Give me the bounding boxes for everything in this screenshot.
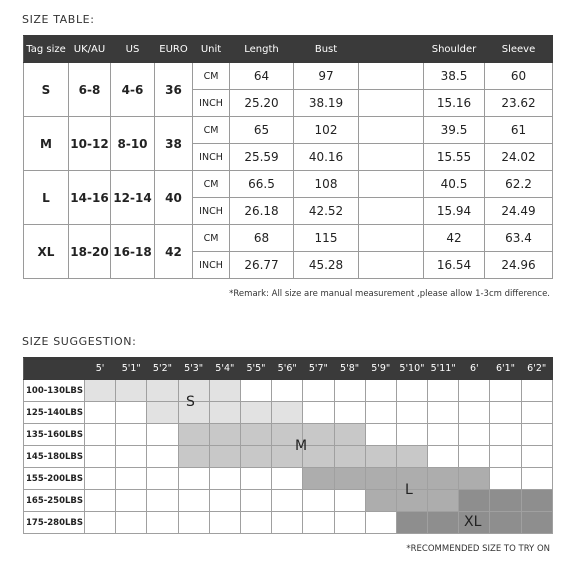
size-grid-cell <box>334 490 365 512</box>
height-header-cell: 5'7" <box>303 358 334 380</box>
size-grid-cell <box>85 380 116 402</box>
measurement-bust-cell: 45.28 <box>294 252 359 279</box>
size-grid-cell <box>209 380 240 402</box>
measurement-bust-cell: 102 <box>294 117 359 144</box>
unit-cell: CM <box>193 171 230 198</box>
size-table <box>23 35 553 279</box>
size-grid-cell <box>147 380 178 402</box>
size-grid-cell <box>521 446 552 468</box>
size-header-cell: Bust <box>294 36 359 63</box>
measurement-blank-cell <box>359 252 424 279</box>
size-grid-cell <box>490 468 521 490</box>
size-header-cell <box>359 36 424 63</box>
measurement-shoulder-cell: 15.94 <box>424 198 485 225</box>
measurement-shoulder-cell: 16.54 <box>424 252 485 279</box>
size-zone-l-label: L <box>405 482 413 498</box>
size-grid-cell <box>490 380 521 402</box>
size-grid-cell <box>334 380 365 402</box>
measurement-bust-cell: 40.16 <box>294 144 359 171</box>
size-grid-cell <box>178 446 209 468</box>
size-grid-cell <box>334 446 365 468</box>
size-suggestion-title: SIZE SUGGESTION: <box>22 335 137 348</box>
size-grid-cell <box>240 446 271 468</box>
size-tag-cell: M <box>24 117 69 171</box>
height-header-cell: 5'4" <box>209 358 240 380</box>
measurement-length-cell: 25.59 <box>230 144 294 171</box>
weight-row <box>24 402 553 424</box>
measurement-shoulder-cell: 38.5 <box>424 63 485 90</box>
height-header-cell: 5'11" <box>428 358 459 380</box>
measurement-sleeve-cell: 60 <box>485 63 553 90</box>
size-uk-cell: 18-20 <box>69 225 111 279</box>
size-zone-s-label: S <box>186 394 195 410</box>
height-header-cell: 5'6" <box>272 358 303 380</box>
size-grid-cell <box>272 468 303 490</box>
weight-row <box>24 490 553 512</box>
size-tag-cell: XL <box>24 225 69 279</box>
size-grid-cell <box>365 402 396 424</box>
size-grid-cell <box>459 402 490 424</box>
size-grid-cell <box>303 446 334 468</box>
unit-cell: CM <box>193 117 230 144</box>
size-grid-cell <box>209 402 240 424</box>
measurement-blank-cell <box>359 225 424 252</box>
height-header-cell: 5'2" <box>147 358 178 380</box>
size-grid-cell <box>85 512 116 534</box>
size-row <box>24 225 553 252</box>
size-grid-cell <box>334 468 365 490</box>
size-grid-cell <box>365 424 396 446</box>
size-uk-cell: 10-12 <box>69 117 111 171</box>
size-grid-cell <box>365 446 396 468</box>
measurement-sleeve-cell: 23.62 <box>485 90 553 117</box>
size-us-cell: 16-18 <box>111 225 155 279</box>
size-grid-cell <box>116 512 147 534</box>
size-grid-cell <box>116 490 147 512</box>
size-grid-cell <box>240 402 271 424</box>
measurement-sleeve-cell: 24.02 <box>485 144 553 171</box>
size-tag-cell: S <box>24 63 69 117</box>
measurement-shoulder-cell: 40.5 <box>424 171 485 198</box>
size-grid-cell <box>209 468 240 490</box>
size-zone-m-label: M <box>295 438 308 454</box>
size-us-cell: 4-6 <box>111 63 155 117</box>
height-header-cell: 6'2" <box>521 358 552 380</box>
size-grid-cell <box>303 490 334 512</box>
unit-cell: CM <box>193 63 230 90</box>
weight-label-cell: 165-250LBS <box>24 490 85 512</box>
weight-label-cell: 155-200LBS <box>24 468 85 490</box>
grid-corner-cell <box>24 358 85 380</box>
size-grid-cell <box>303 402 334 424</box>
measurement-shoulder-cell: 42 <box>424 225 485 252</box>
unit-cell: INCH <box>193 198 230 225</box>
measurement-blank-cell <box>359 171 424 198</box>
size-header-cell: UK/AU <box>69 36 111 63</box>
size-header-cell: Unit <box>193 36 230 63</box>
size-grid-cell <box>303 424 334 446</box>
size-grid-cell <box>459 424 490 446</box>
size-grid-cell <box>459 490 490 512</box>
size-grid-cell <box>85 468 116 490</box>
size-grid-cell <box>428 446 459 468</box>
measurement-sleeve-cell: 61 <box>485 117 553 144</box>
size-grid-cell <box>521 380 552 402</box>
size-grid-cell <box>116 446 147 468</box>
measurement-sleeve-cell: 62.2 <box>485 171 553 198</box>
size-grid-cell <box>365 468 396 490</box>
measurement-sleeve-cell: 24.96 <box>485 252 553 279</box>
weight-row <box>24 446 553 468</box>
size-grid-cell <box>521 512 552 534</box>
height-header-cell: 5'5" <box>240 358 271 380</box>
size-row <box>24 117 553 144</box>
weight-label-cell: 135-160LBS <box>24 424 85 446</box>
size-grid-cell <box>396 512 427 534</box>
size-grid-cell <box>178 424 209 446</box>
height-header-row <box>24 358 553 380</box>
size-grid-cell <box>272 380 303 402</box>
size-grid-cell <box>428 380 459 402</box>
size-table-title: SIZE TABLE: <box>22 13 95 26</box>
size-grid-cell <box>240 512 271 534</box>
size-euro-cell: 38 <box>155 117 193 171</box>
measurement-bust-cell: 42.52 <box>294 198 359 225</box>
size-grid-cell <box>521 402 552 424</box>
size-grid-cell <box>459 380 490 402</box>
size-table-header <box>24 36 553 63</box>
measurement-blank-cell <box>359 90 424 117</box>
size-grid-cell <box>240 424 271 446</box>
size-grid-cell <box>428 402 459 424</box>
size-grid-cell <box>396 402 427 424</box>
size-grid-cell <box>240 490 271 512</box>
size-us-cell: 12-14 <box>111 171 155 225</box>
size-grid-cell <box>116 402 147 424</box>
size-grid-cell <box>428 490 459 512</box>
size-grid-cell <box>209 490 240 512</box>
size-grid-cell <box>303 512 334 534</box>
size-grid-cell <box>365 512 396 534</box>
size-grid-cell <box>240 380 271 402</box>
size-grid-cell <box>303 380 334 402</box>
size-grid-cell <box>209 424 240 446</box>
size-grid-cell <box>147 446 178 468</box>
size-grid-cell <box>272 512 303 534</box>
size-grid-cell <box>178 512 209 534</box>
size-grid-cell <box>116 380 147 402</box>
size-row <box>24 63 553 90</box>
measurement-sleeve-cell: 24.49 <box>485 198 553 225</box>
size-grid-cell <box>365 380 396 402</box>
size-grid-cell <box>178 490 209 512</box>
size-grid-cell <box>85 424 116 446</box>
size-grid-cell <box>490 402 521 424</box>
measurement-length-cell: 64 <box>230 63 294 90</box>
measurement-blank-cell <box>359 63 424 90</box>
size-grid-cell <box>147 490 178 512</box>
recommendation-footnote: *RECOMMENDED SIZE TO TRY ON <box>406 544 550 554</box>
size-grid-cell <box>209 512 240 534</box>
size-grid-cell <box>334 512 365 534</box>
size-grid-cell <box>178 468 209 490</box>
size-uk-cell: 14-16 <box>69 171 111 225</box>
unit-cell: INCH <box>193 252 230 279</box>
size-grid-cell <box>396 424 427 446</box>
size-suggestion-grid <box>23 357 553 534</box>
size-grid-cell <box>521 468 552 490</box>
size-tag-cell: L <box>24 171 69 225</box>
height-header-cell: 6' <box>459 358 490 380</box>
size-grid-cell <box>521 490 552 512</box>
size-grid-cell <box>459 446 490 468</box>
size-grid-cell <box>428 424 459 446</box>
size-grid-cell <box>490 446 521 468</box>
measurement-shoulder-cell: 15.55 <box>424 144 485 171</box>
weight-row <box>24 424 553 446</box>
size-euro-cell: 36 <box>155 63 193 117</box>
measurement-blank-cell <box>359 117 424 144</box>
unit-cell: INCH <box>193 144 230 171</box>
measurement-length-cell: 68 <box>230 225 294 252</box>
size-us-cell: 8-10 <box>111 117 155 171</box>
size-grid-cell <box>490 424 521 446</box>
unit-cell: INCH <box>193 90 230 117</box>
size-header-cell: Tag size <box>24 36 69 63</box>
height-header-cell: 5'10" <box>396 358 427 380</box>
size-row <box>24 171 553 198</box>
measurement-sleeve-cell: 63.4 <box>485 225 553 252</box>
size-euro-cell: 42 <box>155 225 193 279</box>
weight-label-cell: 175-280LBS <box>24 512 85 534</box>
size-header-cell: Length <box>230 36 294 63</box>
measurement-shoulder-cell: 15.16 <box>424 90 485 117</box>
weight-label-cell: 100-130LBS <box>24 380 85 402</box>
size-header-cell: Shoulder <box>424 36 485 63</box>
size-grid-cell <box>490 512 521 534</box>
size-euro-cell: 40 <box>155 171 193 225</box>
size-grid-cell <box>396 380 427 402</box>
size-grid-cell <box>428 468 459 490</box>
measurement-bust-cell: 108 <box>294 171 359 198</box>
size-grid-cell <box>85 490 116 512</box>
measurement-blank-cell <box>359 144 424 171</box>
size-grid-cell <box>490 490 521 512</box>
size-grid-cell <box>116 424 147 446</box>
measurement-bust-cell: 115 <box>294 225 359 252</box>
measurement-length-cell: 25.20 <box>230 90 294 117</box>
height-header-cell: 6'1" <box>490 358 521 380</box>
size-grid-cell <box>147 512 178 534</box>
measurement-length-cell: 65 <box>230 117 294 144</box>
measurement-length-cell: 26.18 <box>230 198 294 225</box>
size-grid-cell <box>85 402 116 424</box>
measurement-shoulder-cell: 39.5 <box>424 117 485 144</box>
size-uk-cell: 6-8 <box>69 63 111 117</box>
size-grid-cell <box>272 402 303 424</box>
measurement-length-cell: 66.5 <box>230 171 294 198</box>
size-grid-cell <box>147 402 178 424</box>
size-header-cell: US <box>111 36 155 63</box>
size-grid-cell <box>303 468 334 490</box>
weight-row <box>24 380 553 402</box>
size-header-cell: Sleeve <box>485 36 553 63</box>
size-grid-cell <box>85 446 116 468</box>
size-grid-cell <box>272 490 303 512</box>
unit-cell: CM <box>193 225 230 252</box>
size-zone-xl-label: XL <box>464 514 482 530</box>
size-grid-cell <box>116 468 147 490</box>
size-grid-cell <box>240 468 271 490</box>
size-grid-cell <box>147 424 178 446</box>
height-header-cell: 5' <box>85 358 116 380</box>
height-header-cell: 5'9" <box>365 358 396 380</box>
measurement-bust-cell: 97 <box>294 63 359 90</box>
size-grid-cell <box>459 468 490 490</box>
measurement-blank-cell <box>359 198 424 225</box>
measurement-remark: *Remark: All size are manual measurement ,please allow 1-3cm difference. <box>229 289 550 299</box>
measurement-length-cell: 26.77 <box>230 252 294 279</box>
size-grid-cell <box>147 468 178 490</box>
height-header-cell: 5'8" <box>334 358 365 380</box>
size-grid-cell <box>334 402 365 424</box>
height-header-cell: 5'1" <box>116 358 147 380</box>
height-header-cell: 5'3" <box>178 358 209 380</box>
size-grid-cell <box>209 446 240 468</box>
size-grid-cell <box>396 446 427 468</box>
size-grid-cell <box>428 512 459 534</box>
weight-label-cell: 145-180LBS <box>24 446 85 468</box>
weight-label-cell: 125-140LBS <box>24 402 85 424</box>
size-grid-cell <box>521 424 552 446</box>
size-header-cell: EURO <box>155 36 193 63</box>
size-grid-cell <box>334 424 365 446</box>
measurement-bust-cell: 38.19 <box>294 90 359 117</box>
weight-row <box>24 468 553 490</box>
size-grid-cell <box>365 490 396 512</box>
